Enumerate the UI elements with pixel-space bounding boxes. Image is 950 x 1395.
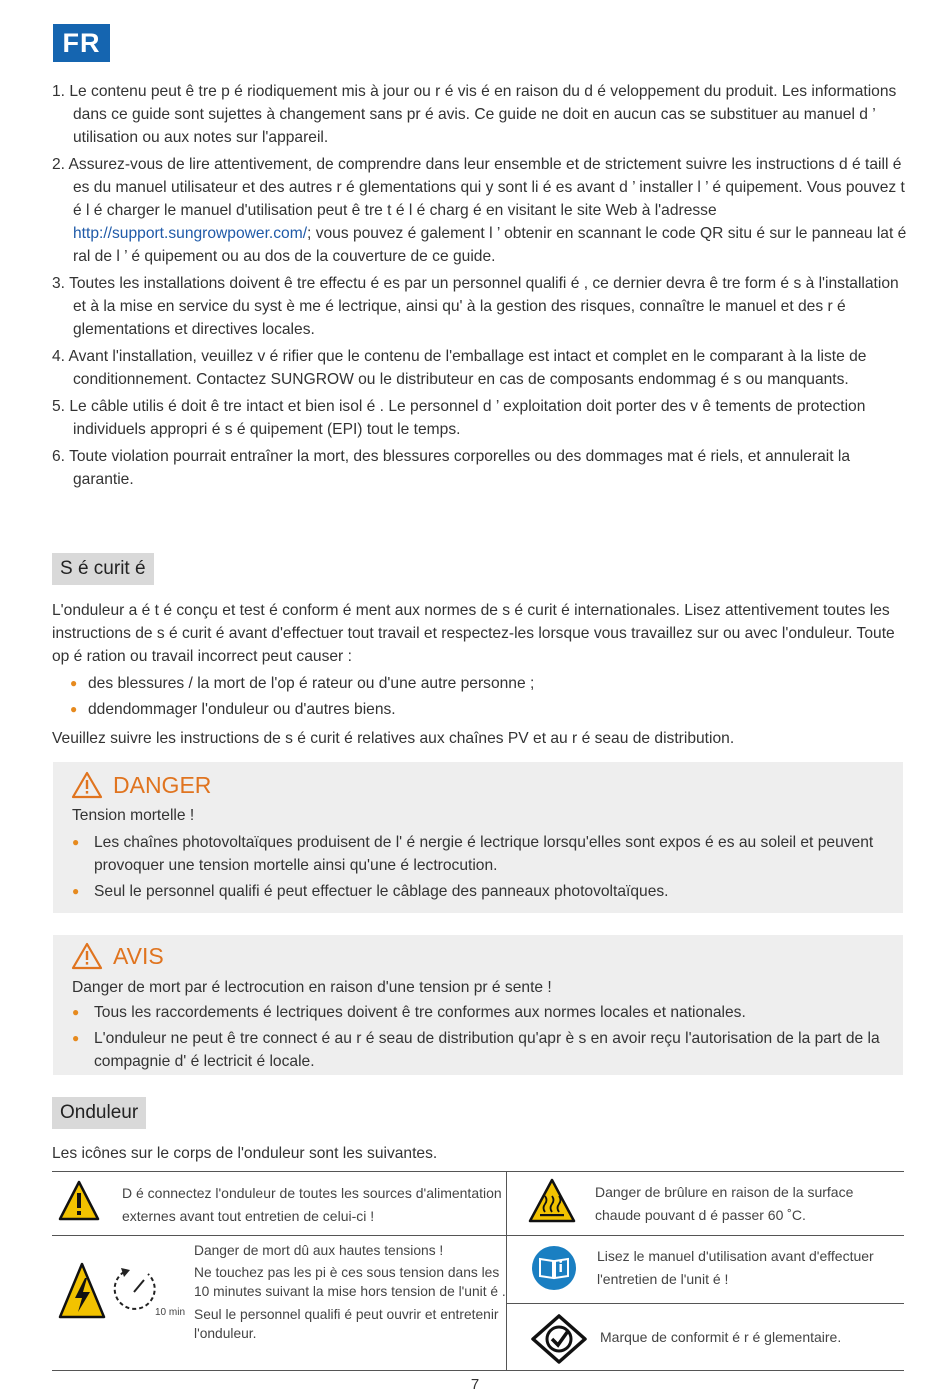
page-number: 7	[470, 1376, 480, 1393]
bullet-dot-icon: ●	[72, 835, 80, 849]
table-divider	[506, 1172, 507, 1370]
high-voltage-text	[194, 1241, 506, 1343]
bullet-dot-icon: ●	[72, 1005, 80, 1019]
danger-bullet-2: ● Seul le personnel qualifi é peut effectuer le câblage des panneaux photovoltaïques.	[72, 880, 892, 903]
notice-title: AVIS	[71, 942, 164, 970]
bullet-dot-icon: ●	[70, 702, 78, 716]
inverter-heading: Onduleur	[52, 1097, 146, 1129]
bullet-dot-icon: ●	[72, 884, 80, 898]
high-voltage-line-2: Ne touchez pas les pi è ces sous tension dans les 10 minutes suivant la mise hors tension de l'unit é .	[194, 1265, 506, 1299]
language-badge: FR	[53, 24, 110, 62]
notice-subtitle: Danger de mort par é lectrocution en raison d'une tension pr é sente !	[72, 979, 552, 996]
timer-label: 10 min	[155, 1307, 186, 1318]
hot-surface-icon	[528, 1178, 576, 1224]
read-manual-icon	[531, 1245, 577, 1291]
danger-title: DANGER	[71, 771, 211, 799]
danger-bullets	[72, 831, 892, 906]
danger-subtitle: Tension mortelle !	[72, 807, 195, 824]
intro-item-6: 6. Toute violation pourrait entraîner la mort, des blessures corporelles ou des dommages mat é riels, et annulerait la garantie.	[52, 448, 851, 488]
intro-list	[52, 80, 912, 495]
high-voltage-icon	[58, 1262, 106, 1320]
security-outro: Veuillez suivre les instructions de s é curit é relatives aux chaînes PV et au r é seau de distribution.	[52, 730, 735, 747]
warning-triangle-icon	[71, 771, 103, 799]
disconnect-text: D é connectez l'onduleur de toutes les sources d'alimentation externes avant tout entretien de celui-ci !	[122, 1185, 502, 1224]
icon-table	[52, 1171, 904, 1371]
intro-item-2: 2. Assurez-vous de lire attentivement, de comprendre dans leur ensemble et de strictement suivre les instructions d é taill é es du manuel utilisateur et des autres r é glementations qui y sont li é es avant d ’ installer l ’ é quipement. Vous pouvez t é l é charger le manuel d'utilisation peut ê tre t é l é charg é en visitant le site Web à l'adresse http://support.sungrowpower.com/; vous pouvez é galement l ’ obtenir en scannant le code QR situ é sur le panneau lat é ral de l ’ é quipement ou au dos de la couverture de ce guide.	[52, 156, 907, 265]
notice-bullet-1: ● Tous les raccordements é lectriques doivent ê tre conformes aux normes locales et nationales.	[72, 1001, 892, 1024]
rcm-mark-icon	[529, 1313, 589, 1365]
high-voltage-line-1: Danger de mort dû aux hautes tensions !	[194, 1243, 444, 1258]
intro-item-4: 4. Avant l'installation, veuillez v é rifier que le contenu de l'emballage est intact et complet en le comparant à la liste de conditionnement. Contactez SUNGROW ou le distributeur en cas de composants endommag é s ou manquants.	[52, 348, 867, 388]
notice-box	[53, 935, 903, 1075]
security-heading: S é curit é	[52, 553, 154, 585]
manual-text: Lisez le manuel d'utilisation avant d'effectuer l'entretien de l'unit é !	[597, 1248, 874, 1287]
general-warning-icon	[58, 1180, 100, 1222]
danger-box	[53, 762, 903, 913]
support-link[interactable]: http://support.sungrowpower.com/	[73, 225, 308, 242]
warning-triangle-icon	[71, 942, 103, 970]
rcm-text: Marque de conformit é r é glementaire.	[600, 1329, 842, 1345]
security-bullets	[70, 672, 900, 724]
high-voltage-line-3: Seul le personnel qualifi é peut ouvrir et entretenir l'onduleur.	[194, 1307, 499, 1341]
bullet-dot-icon: ●	[70, 676, 78, 690]
intro-item-1: 1. Le contenu peut ê tre p é riodiquement mis à jour ou r é vis é en raison du d é veloppement du produit. Les informations dans ce guide sont sujettes à changement sans pr é avis. Ce guide ne doit en aucun cas se substituer au manuel d ’ utilisation ou aux notes sur l'appareil.	[52, 83, 897, 146]
burn-text: Danger de brûlure en raison de la surface chaude pouvant d é passer 60 ˚C.	[595, 1184, 854, 1223]
notice-bullets	[72, 1001, 892, 1076]
timer-icon	[110, 1264, 156, 1314]
intro-item-5: 5. Le câble utilis é doit ê tre intact et bien isol é . Le personnel d ’ exploitation doit porter des v ê tements de protection individuels appropri é s é quipement (EPI) tout le temps.	[52, 398, 866, 438]
danger-bullet-1: ● Les chaînes photovoltaïques produisent de l' é nergie é lectrique lorsqu'elles sont expos é es au soleil et peuvent provoquer une tension mortelle ainsi qu'une é lectrocution.	[72, 831, 892, 877]
inverter-intro: Les icônes sur le corps de l'onduleur sont les suivantes.	[52, 1145, 438, 1162]
bullet-dot-icon: ●	[72, 1031, 80, 1045]
table-divider	[52, 1235, 904, 1236]
security-intro: L'onduleur a é t é conçu et test é conform é ment aux normes de s é curit é internationales. Lisez attentivement toutes les instructions de s é curit é avant d'effectuer tout travail et respectez-les lorsque vous travaillez sur ou avec l'onduleur. Toute op é ration ou travail incorrect peut causer :	[52, 602, 895, 665]
intro-item-3: 3. Toutes les installations doivent ê tre effectu é es par un personnel qualifi é , ce dernier devra ê tre form é s à l'installation et à la mise en service du syst è me é lectrique, ainsi qu' à la gestion des risques, connaître le manuel et des r é glementations et directives locales.	[52, 275, 899, 338]
security-bullet-2: ● ddendommager l'onduleur ou d'autres biens.	[70, 698, 900, 721]
table-divider	[506, 1303, 904, 1304]
notice-bullet-2: ● L'onduleur ne peut ê tre connect é au r é seau de distribution qu'apr è s en avoir reçu l'autorisation de la part de la compagnie d' é lectricit é locale.	[72, 1027, 892, 1073]
security-bullet-1: ● des blessures / la mort de l'op é rateur ou d'une autre personne ;	[70, 672, 900, 695]
